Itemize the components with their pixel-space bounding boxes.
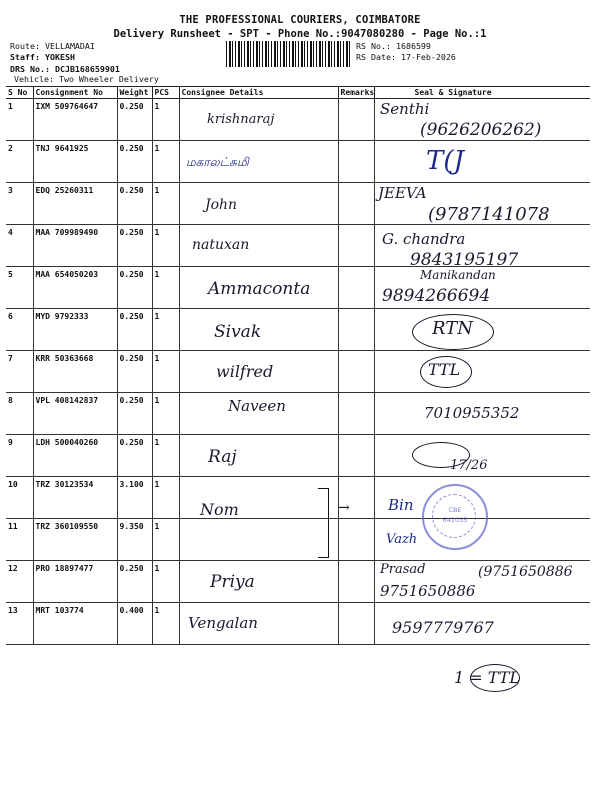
handwritten-phone-12a: (9751650886 xyxy=(478,564,573,580)
handwritten-consignee-5: Ammaconta xyxy=(208,279,311,299)
col-consignment: Consignment No xyxy=(33,87,117,99)
handwritten-signature-10: Bin xyxy=(388,496,414,514)
consignment-cell: MYD 9792333 xyxy=(33,309,117,351)
handwritten-signature-4: G. chandra xyxy=(382,230,466,248)
pcs-cell: 1 xyxy=(152,477,179,519)
table-row xyxy=(6,435,590,477)
rs-date: RS Date: 17-Feb-2026 xyxy=(356,52,456,62)
consignee-cell xyxy=(179,183,338,225)
table-body xyxy=(6,99,590,645)
sno-cell: 3 xyxy=(6,183,33,225)
route-info: Route: VELLAMADAI xyxy=(10,41,95,51)
handwritten-phone-5: 9894266694 xyxy=(382,286,491,306)
handwritten-consignee-2: மகாலட்சுமி xyxy=(186,155,249,169)
consignee-cell xyxy=(179,519,338,561)
table-row xyxy=(6,141,590,183)
seal-text-1: CBE xyxy=(448,506,462,514)
rs-number: RS No.: 1686599 xyxy=(356,41,431,51)
weight-cell: 0.250 xyxy=(117,225,152,267)
consignment-cell: VPL 408142837 xyxy=(33,393,117,435)
handwritten-consignee-10: Nom xyxy=(200,500,239,519)
handwritten-consignee-6: Sivak xyxy=(214,322,262,342)
col-seal: Seal & Signature xyxy=(374,87,590,99)
weight-cell: 0.400 xyxy=(117,603,152,645)
weight-cell: 0.250 xyxy=(117,267,152,309)
consignment-cell: MAA 709989490 xyxy=(33,225,117,267)
remarks-cell xyxy=(338,603,374,645)
handwritten-consignee-13: Vengalan xyxy=(188,614,258,632)
col-pcs: PCS xyxy=(152,87,179,99)
handwritten-consignee-8: Naveen xyxy=(228,397,286,415)
handwritten-consignee-3: John xyxy=(205,197,238,213)
remarks-cell xyxy=(338,99,374,141)
handwritten-signature-5: Manikandan xyxy=(420,268,496,282)
consignment-cell: PRO 18897477 xyxy=(33,561,117,603)
handwritten-signature-11: Vazh xyxy=(386,532,418,547)
pcs-cell: 1 xyxy=(152,267,179,309)
weight-cell: 9.350 xyxy=(117,519,152,561)
staff-info: Staff: YOKESH xyxy=(10,52,75,62)
vehicle-info: Vehicle: Two Wheeler Delivery xyxy=(14,74,159,84)
weight-cell: 0.250 xyxy=(117,393,152,435)
consignment-cell: MRT 103774 xyxy=(33,603,117,645)
weight-cell: 0.250 xyxy=(117,435,152,477)
table-row xyxy=(6,519,590,561)
pcs-cell: 1 xyxy=(152,141,179,183)
consignment-cell: KRR 50363668 xyxy=(33,351,117,393)
pcs-cell: 1 xyxy=(152,561,179,603)
weight-cell: 0.250 xyxy=(117,309,152,351)
table-row xyxy=(6,603,590,645)
sno-cell: 7 xyxy=(6,351,33,393)
col-consignee: Consignee Details xyxy=(179,87,338,99)
arrow-icon: → xyxy=(338,500,350,516)
sno-cell: 2 xyxy=(6,141,33,183)
table-row xyxy=(6,351,590,393)
runsheet-table xyxy=(6,86,590,645)
bracket-line xyxy=(318,488,329,558)
sno-cell: 5 xyxy=(6,267,33,309)
table-header-row xyxy=(6,87,590,99)
handwritten-phone-1: (9626206262) xyxy=(420,120,542,140)
sno-cell: 11 xyxy=(6,519,33,561)
pcs-cell: 1 xyxy=(152,603,179,645)
pcs-cell: 1 xyxy=(152,351,179,393)
remarks-cell xyxy=(338,351,374,393)
weight-cell: 3.100 xyxy=(117,477,152,519)
consignment-cell: TRZ 360109550 xyxy=(33,519,117,561)
col-sno: S No xyxy=(6,87,33,99)
remarks-cell xyxy=(338,225,374,267)
handwritten-consignee-9: Raj xyxy=(208,447,237,467)
sno-cell: 9 xyxy=(6,435,33,477)
col-weight: Weight xyxy=(117,87,152,99)
handwritten-phone-3: (9787141078 xyxy=(428,204,550,225)
remarks-cell xyxy=(338,519,374,561)
remarks-cell xyxy=(338,309,374,351)
handwritten-phone-13: 9597779767 xyxy=(392,618,494,637)
sno-cell: 12 xyxy=(6,561,33,603)
table-row xyxy=(6,309,590,351)
handwritten-signature-7: TTL xyxy=(428,360,461,379)
sno-cell: 4 xyxy=(6,225,33,267)
pcs-cell: 1 xyxy=(152,183,179,225)
consignment-cell: IXM 509764647 xyxy=(33,99,117,141)
pcs-cell: 1 xyxy=(152,519,179,561)
handwritten-phone-4: 9843195197 xyxy=(410,250,519,270)
col-remarks: Remarks xyxy=(338,87,374,99)
weight-cell: 0.250 xyxy=(117,141,152,183)
company-seal xyxy=(422,484,488,550)
handwritten-signature-3: JEEVA xyxy=(378,184,427,202)
pcs-cell: 1 xyxy=(152,435,179,477)
sno-cell: 13 xyxy=(6,603,33,645)
handwritten-signature-2: T(J xyxy=(426,146,464,176)
handwritten-consignee-4: natuxan xyxy=(192,237,250,253)
handwritten-signature-12: Prasad xyxy=(380,562,426,577)
remarks-cell xyxy=(338,393,374,435)
weight-cell: 0.250 xyxy=(117,351,152,393)
consignment-cell: EDQ 25260311 xyxy=(33,183,117,225)
handwritten-signature-9: 17/26 xyxy=(450,458,488,473)
footer-mark: 1 = TTL xyxy=(454,668,521,687)
sno-cell: 1 xyxy=(6,99,33,141)
drs-info: DRS No.: DCJB168659901 xyxy=(10,64,120,74)
remarks-cell xyxy=(338,561,374,603)
handwritten-phone-12b: 9751650886 xyxy=(380,582,476,600)
handwritten-consignee-7: wilfred xyxy=(216,362,274,381)
handwritten-signature-1: Senthi xyxy=(380,100,430,118)
pcs-cell: 1 xyxy=(152,225,179,267)
remarks-cell xyxy=(338,183,374,225)
company-title: THE PROFESSIONAL COURIERS, COIMBATORE xyxy=(179,14,421,26)
sno-cell: 10 xyxy=(6,477,33,519)
remarks-cell xyxy=(338,267,374,309)
remarks-cell xyxy=(338,141,374,183)
weight-cell: 0.250 xyxy=(117,99,152,141)
pcs-cell: 1 xyxy=(152,99,179,141)
barcode xyxy=(226,41,350,67)
handwritten-phone-8: 7010955352 xyxy=(424,404,520,422)
sno-cell: 6 xyxy=(6,309,33,351)
pcs-cell: 1 xyxy=(152,309,179,351)
runsheet-subtitle: Delivery Runsheet - SPT - Phone No.:9047080280 - Page No.:1 xyxy=(113,28,487,40)
sno-cell: 8 xyxy=(6,393,33,435)
weight-cell: 0.250 xyxy=(117,561,152,603)
consignment-cell: TRZ 30123534 xyxy=(33,477,117,519)
seal-cell xyxy=(374,351,590,393)
consignment-cell: LDH 500040260 xyxy=(33,435,117,477)
weight-cell: 0.250 xyxy=(117,183,152,225)
consignment-cell: MAA 654050203 xyxy=(33,267,117,309)
seal-cell xyxy=(374,141,590,183)
consignment-cell: TNJ 9641925 xyxy=(33,141,117,183)
pcs-cell: 1 xyxy=(152,393,179,435)
consignee-cell xyxy=(179,561,338,603)
handwritten-consignee-12: Priya xyxy=(210,572,255,592)
handwritten-signature-6: RTN xyxy=(432,318,473,339)
remarks-cell xyxy=(338,435,374,477)
handwritten-consignee-1: krishnaraj xyxy=(207,112,275,127)
consignee-cell xyxy=(179,435,338,477)
seal-text-2: 641035 xyxy=(442,516,468,524)
table-row xyxy=(6,477,590,519)
